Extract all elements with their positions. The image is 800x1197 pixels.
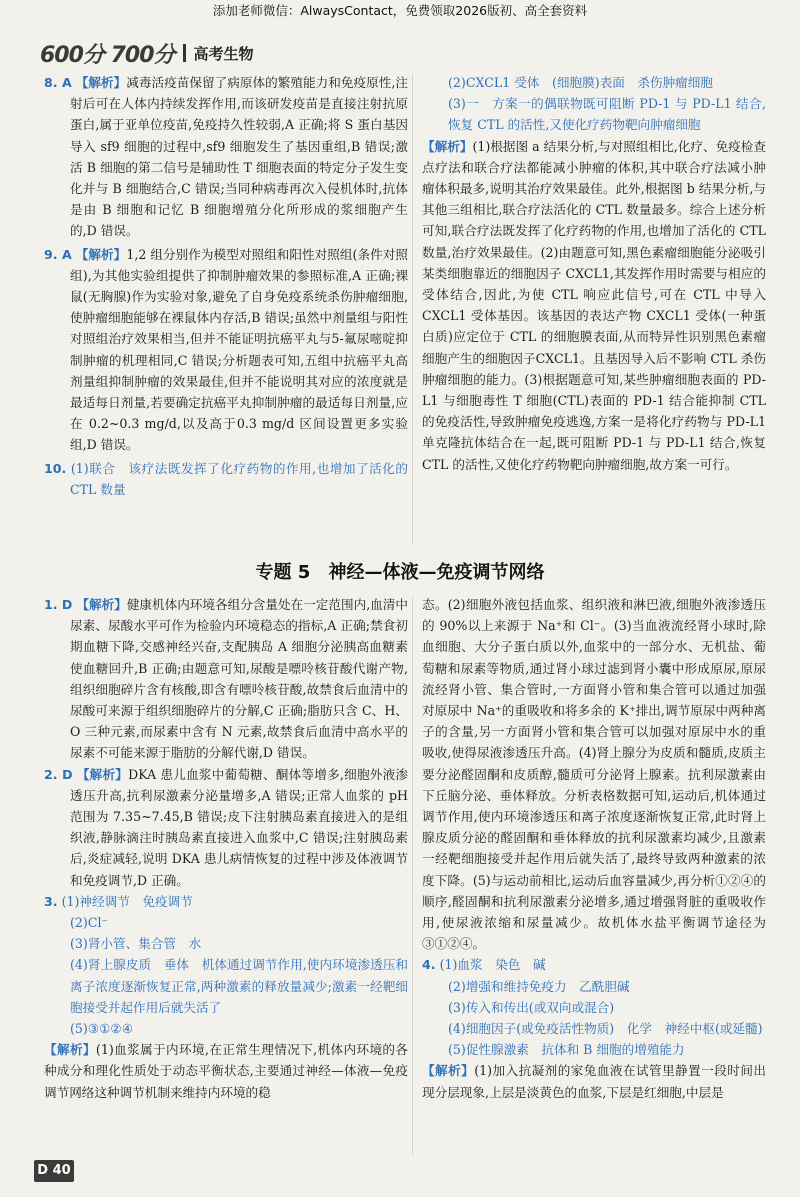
analysis-tag: 【解析】 [76,597,127,612]
answer-line: (2)增强和维持免疫力 乙酰胆碱 [448,978,630,994]
analysis-tag: 【解析】 [76,766,129,782]
column-divider [412,74,413,544]
answer-line: (3)一 方案一的偶联物既可阻断 PD-1 与 PD-L1 结合,恢复 CTL 的活性,又使化疗药物靶向肿瘤细胞 [448,96,766,133]
subject-title: 高考生物 [193,44,254,63]
answer-text: (1)联合 该疗法既发挥了化疗药物的作用,也增加了活化的 CTL 数量 [70,460,408,497]
answer-line: (3)肾小管、集合管 水 [70,936,202,952]
page-number: D 40 [34,1160,74,1182]
analysis-tag: 【解析】 [422,138,473,154]
analysis-tag: 【解析】 [422,1063,475,1079]
answer-text: 减毒活疫苗保留了病原体的繁殖能力和免疫原性,注射后可在人体内持续发挥作用,而该研发疫苗是直接注射抗原蛋白,属于亚单位疫苗,免疫持久性较弱,A 正确;将 S 蛋白基因导入 sf9 细胞的过程中,sf9 细胞发生了基因重组,B 错误;激活 B 细胞的第二信号是辅助性 T 细胞表面的特定分子发生变化并与 B 细胞结合,C 错误;当同种病毒再次入侵机体时,抗体是由 B 细胞和记忆 B 细胞增殖分化所形成的浆细胞产生的,D 错误。 [70,75,408,239]
answer-item [44,891,408,912]
bottom-right-column [422,594,766,1103]
question-number: 10. [44,460,67,476]
bottom-left-column [44,594,408,1103]
watermark-banner: 添加老师微信：AlwaysContact，免费领取2026版初、高全套资料 [212,3,588,18]
analysis-tag: 【解析】 [75,246,127,262]
section-title: 神经—体液—免疫调节网络 [328,562,545,583]
answer-line: (3)传入和传出(或双向或混合) [448,999,615,1015]
question-number: 2. D [44,766,73,782]
answer-item [44,458,408,500]
answer-item [44,594,408,764]
analysis-tag: 【解析】 [44,1042,96,1058]
answer-line: (1)神经调节 免疫调节 [61,893,193,909]
answer-text: 1,2 组分别作为模型对照组和阳性对照组(条件对照组),为其他实验组提供了抑制肿瘤效果的参照标准,A 正确;裸鼠(无胸腺)作为实验对象,避免了自身免疫系统杀伤肿瘤细胞,使肿瘤细胞能够在裸鼠体内存活,B 错误;虽然中剂量组与阳性对照组治疗效果相当,但并不能证明抗癌平丸与5-氟尿嘧啶抑制肿瘤的机理相同,C 错误;分析题表可知,五组中抗癌平丸高剂量组抑制肿瘤的效果最佳,但并不能说明其对应的浓度就是最适每日剂量,若要确定抗癌平丸抑制肿瘤的最适每日剂量,应在 0.2~0.3 mg/d,以及高于0.3 mg/d 区间设置更多实验组,D 错误。 [70,246,408,453]
column-divider [412,596,413,1156]
top-right-column [422,72,766,475]
analysis-text: (1)加入抗凝剂的家兔血液在试管里静置一段时间出现分层现象,上层是淡黄色的血浆,下层是红细胞,中层是 [422,1063,766,1100]
analysis-text: 态。(2)细胞外液包括血浆、组织液和淋巴液,细胞外液渗透压的 90%以上来源于 Na⁺和 Cl⁻。(3)当血液流经肾小球时,除血细胞、大分子蛋白质以外,血浆中的一部分水、无机盐、葡萄糖和尿素等物质,通过肾小球过滤到肾小囊中形成原尿,原尿流经肾小管、集合管时,一方面肾小管和集合管可以通过加强对原尿中 Na⁺的重吸收和将多余的 K⁺排出,调节原尿中两种离子的含量,另一方面肾小管和集合管可以加强对原尿中水的重吸收,使得尿液渗透压升高。(4)肾上腺分为皮质和髓质,皮质主要分泌醛固酮和皮质醇,髓质可分泌肾上腺素。抗利尿激素由下丘脑分泌、垂体释放。分析表格数据可知,运动后,机体通过调节作用,使内环境渗透压和离子浓度逐渐恢复正常,此时肾上腺皮质分泌的醛固酮和垂体释放的抗利尿激素均减少,且激素一经靶细胞接受并起作用后就失活了,最终导致两种激素的浓度下降。(5)与运动前相比,运动后血容量减少,再分析①②④的顺序,醛固酮和抗利尿激素分泌增多,通过增强肾脏的重吸收作用,使尿液浓缩和尿量减少。故机体水盐平衡调节途径为③①②④。 [422,597,766,952]
brand-divider [183,44,186,62]
question-number: 9. A [44,246,72,262]
question-number: 8. A [44,75,72,90]
answer-line: (2)Cl⁻ [70,915,109,931]
analysis-text: (1)血浆属于内环境,在正常生理情况下,机体内环境的各种成分和理化性质处于动态平衡状态,主要通过神经—体液—免疫调节网络这种调节机制来维持内环境的稳 [44,1042,408,1100]
analysis-tag: 【解析】 [75,75,127,90]
book-brand [40,38,254,68]
brand-logo: 600分 700分 [40,42,175,68]
answer-item [44,244,408,456]
answer-line: (4)肾上腺皮质 垂体 机体通过调节作用,使内环境渗透压和离子浓度逐渐恢复正常,两种激素的释放量减少;激素一经靶细胞接受并起作用后就失活了 [70,957,408,1015]
answer-item [44,72,408,242]
analysis-paragraph [422,1060,766,1102]
answer-line: (2)CXCL1 受体 (细胞膜)表面 杀伤肿瘤细胞 [448,75,713,90]
answer-line: (4)细胞因子(或免疫活性物质) 化学 神经中枢(或延髓) [448,1021,763,1037]
question-number: 3. [44,893,58,909]
answer-text: 健康机体内环境各组分含量处在一定范围内,血清中尿素、尿酸水平可作为检验内环境稳态的指标,A 正确;禁食初期血糖下降,交感神经兴奋,支配胰岛 A 细胞分泌胰高血糖素使血糖回升,B 正确;由题意可知,尿酸是嘌呤核苷酸代谢产物,组织细胞碎片含有核酸,即含有嘌呤核苷酸,故禁食后血清中的尿酸可来源于组织细胞碎片的分解,C 正确;脂肪只含 C、H、O 三种元素,而尿素中含有 N 元素,故禁食后血清中高水平的尿素不可能来源于脂肪的分解代谢,D 错误。 [70,597,408,761]
answer-line: (1)血浆 染色 碱 [439,957,546,973]
question-number: 4. [422,957,436,973]
analysis-text: (1)根据图 a 结果分析,与对照组相比,化疗、免疫检查点疗法和联合疗法都能减小肿瘤的体积,其中联合疗法减小肿瘤体积最多,说明其治疗效果最佳。此外,根据图 b 结果分析,与其他三组相比,联合疗法活化的 CTL 数量最多。综合上述分析可知,联合疗法既发挥了化疗药物的作用,也增加了活化的 CTL 数量,治疗效果最佳。(2)由题意可知,黑色素瘤细胞能分泌吸引某类细胞靠近的细胞因子 CXCL1,其发挥作用时需要与相应的受体结合,因此,为使 CTL 响应此信号,可在 CTL 中导入 CXCL1 受体基因。该基因的表达产物 CXCL1 受体(一种蛋白质)应定位于 CTL 的细胞膜表面,从而特异性识别黑色素瘤细胞产生的细胞因子CXCL1。且基因导入后不影响 CTL 杀伤肿瘤细胞的能力。(3)根据题意可知,某些肿瘤细胞表面的 PD-L1 与细胞毒性 T 细胞(CTL)表面的 PD-1 结合能抑制 CTL 的免疫活性,导致肿瘤免疫逃逸,方案一是将化疗药物与 PD-L1 单克隆抗体结合在一起,既可阻断 PD-1 与 PD-L1 结合,恢复 CTL 的活性,又使化疗药物靶向肿瘤细胞,故方案一可行。 [422,138,766,472]
answer-line: (5)促性腺激素 抗体和 B 细胞的增殖能力 [448,1042,685,1058]
analysis-paragraph [422,136,766,475]
section-label: 专题 5 [255,562,311,583]
answer-item [44,764,408,891]
answer-item [422,954,766,975]
question-number: 1. D [44,597,73,612]
section-heading [0,558,800,584]
top-left-column [44,72,408,500]
answer-line: (5)③①②④ [70,1021,133,1037]
answer-text: DKA 患儿血浆中葡萄糖、酮体等增多,细胞外液渗透压升高,抗利尿激素分泌量增多,A 错误;正常人血浆的 pH 范围为 7.35~7.45,B 错误;皮下注射胰岛素直接进入的是组织液,静脉滴注时胰岛素直接进入血浆中,C 错误;注射胰岛素后,炎症减轻,说明 DKA 患儿病情恢复的过程中涉及体液调节和免疫调节,D 正确。 [70,766,408,888]
analysis-paragraph [44,1039,408,1103]
